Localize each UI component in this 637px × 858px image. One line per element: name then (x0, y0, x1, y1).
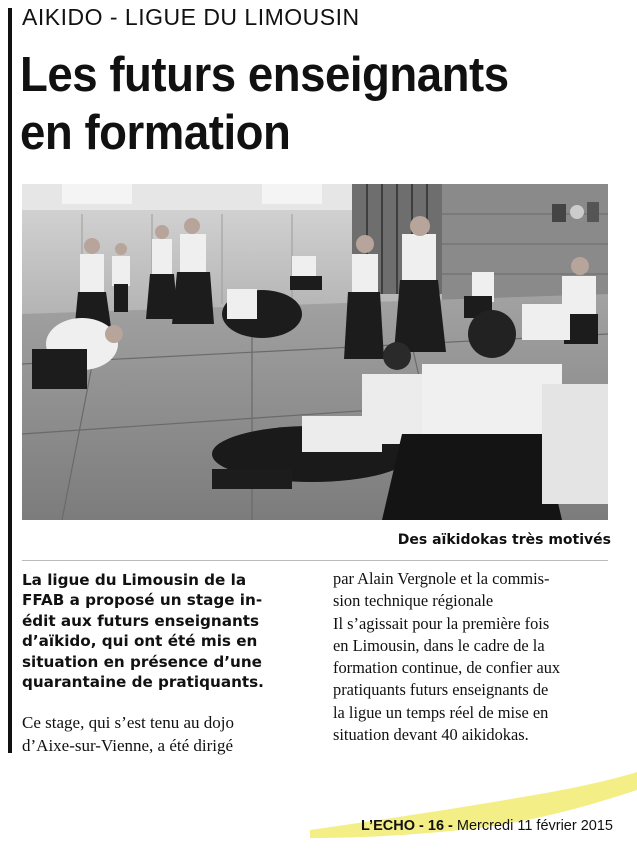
headline-line: en formation (20, 106, 291, 160)
lead-line: quarantaine de pratiquants. (22, 673, 264, 692)
body-line: situation devant 40 aikidokas. (333, 725, 529, 745)
headline-line: Les futurs enseignants (20, 48, 509, 102)
issue-date: Mercredi 11 février 2015 (456, 818, 613, 834)
body-line: par Alain Vergnole et la commis- (333, 569, 550, 588)
lead-line: La ligue du Limousin de la (22, 571, 247, 589)
body-line: la ligue un temps réel de mise en (333, 702, 549, 722)
footer-separator: - (414, 818, 428, 834)
page-number: 16 (427, 818, 445, 834)
article-photo (22, 184, 608, 520)
publication-name: L’ECHO (361, 818, 415, 834)
body-line: d’Aixe-sur-Vienne, a été dirigé (22, 735, 234, 755)
photo-caption: Des aïkidokas très motivés (397, 532, 611, 548)
body-line: Il s’agissait pour la première fois (333, 613, 550, 633)
footer-separator: - (444, 818, 457, 834)
headline (20, 46, 587, 162)
body-line: formation continue, de confier aux (333, 658, 561, 678)
lead-paragraph (22, 570, 312, 692)
lead-line: situation en présence d’une (22, 652, 262, 671)
caption-divider (22, 560, 608, 561)
section-kicker: AIKIDO - LIGUE DU LIMOUSIN (22, 4, 360, 30)
column-rule-left (8, 8, 12, 753)
body-line: en Limousin, dans le cadre de la (333, 635, 545, 655)
body-text-right (333, 568, 618, 746)
body-text-left (22, 712, 314, 757)
lead-line: édit aux futurs enseignants (22, 611, 260, 630)
body-line: pratiquants futurs enseignants de (333, 680, 549, 700)
body-line: Ce stage, qui s’est tenu au dojo (22, 713, 234, 732)
body-line: sion technique régionale (333, 591, 494, 611)
page-footer (361, 818, 613, 834)
lead-line: FFAB a proposé un stage in- (22, 591, 263, 610)
lead-line: d’aïkido, qui ont été mis en (22, 632, 258, 651)
